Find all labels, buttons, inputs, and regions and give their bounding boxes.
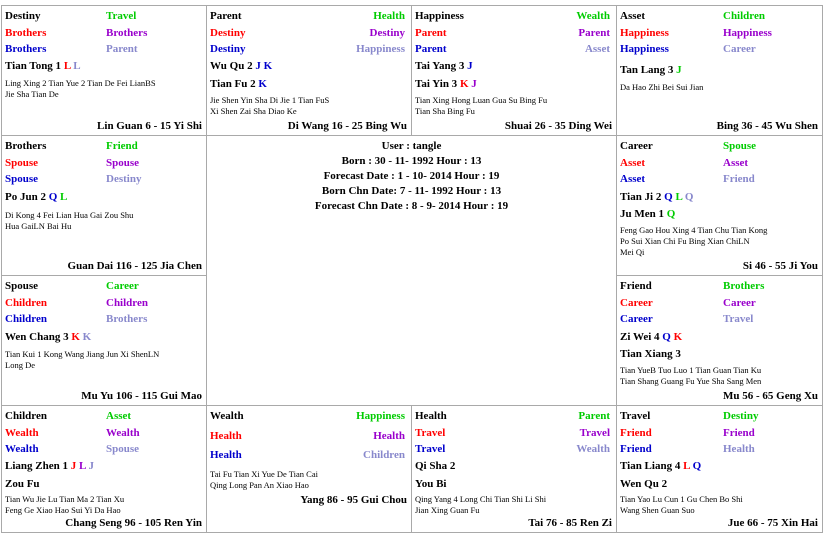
minor-stars-line-3: Mei Qi (620, 247, 645, 257)
palace-day: Asset (584, 43, 610, 55)
center-born: Born : 30 - 11- 1992 Hour : 13 (341, 155, 482, 167)
palace-day: Happiness (356, 43, 405, 55)
center-user: User : tangle (381, 140, 442, 152)
palace-title-alt: Wealth (576, 10, 610, 22)
main-star: Tai Yang 3 J (415, 60, 473, 72)
palace-month: Happiness (620, 43, 669, 55)
palace-brothers (1, 135, 207, 276)
minor-stars-line-2: Jie Sha Tian De (5, 89, 59, 99)
palace-month: Destiny (210, 43, 246, 55)
palace-title: Destiny (5, 10, 41, 22)
palace-decade: Brothers (5, 27, 47, 39)
minor-stars-line-2: Tian Shang Guang Fu Yue Sha Sang Men (620, 376, 762, 386)
palace-footer: Mu 56 - 65 Geng Xu (722, 390, 818, 402)
main-star: Tian Liang 4 L Q (620, 460, 702, 472)
minor-stars-line-1: Jie Shen Yin Sha Di Jie 1 Tian FuS (210, 95, 330, 105)
palace-footer: Mu Yu 106 - 115 Gui Mao (81, 390, 202, 402)
palace-title: Happiness (415, 10, 464, 22)
main-star: Zi Wei 4 Q K (620, 331, 683, 343)
palace-title: Asset (620, 10, 646, 22)
palace-title: Parent (210, 10, 242, 22)
palace-title-alt: Spouse (723, 140, 757, 152)
palace-year: Destiny (369, 27, 405, 39)
main-star: Wen Qu 2 (620, 478, 668, 490)
minor-stars-line-1: Da Hao Zhi Bei Sui Jian (620, 82, 704, 92)
palace-title: Health (415, 410, 447, 422)
main-star: Liang Zhen 1 J L J (5, 460, 94, 472)
palace-destiny (1, 5, 207, 136)
palace-decade: Happiness (620, 27, 669, 39)
main-star: Wen Chang 3 K K (5, 331, 92, 343)
minor-stars-line-2: Xi Shen Zai Sha Diao Ke (210, 106, 297, 116)
palace-decade: Travel (415, 427, 446, 439)
palace-title-alt: Parent (578, 410, 610, 422)
palace-children (1, 405, 207, 533)
palace-footer: Chang Seng 96 - 105 Ren Yin (65, 517, 202, 529)
palace-day: Health (723, 443, 755, 455)
palace-year: Health (373, 430, 405, 442)
palace-title: Career (620, 140, 653, 152)
palace-year: Children (106, 297, 148, 309)
main-star: Ju Men 1 Q (620, 208, 676, 220)
minor-stars-line-2: Tian Sha Bing Fu (415, 106, 475, 116)
palace-footer: Shuai 26 - 35 Ding Wei (504, 120, 612, 132)
minor-stars-line-2: Long De (5, 360, 35, 370)
palace-year: Travel (579, 427, 610, 439)
palace-year: Happiness (723, 27, 772, 39)
palace-career (616, 135, 823, 276)
palace-day: Parent (106, 43, 138, 55)
main-star: Po Jun 2 Q L (5, 191, 68, 203)
palace-year: Wealth (106, 427, 140, 439)
palace-year: Career (723, 297, 756, 309)
palace-decade: Wealth (5, 427, 39, 439)
palace-wealth (206, 405, 412, 533)
main-star: Qi Sha 2 (415, 460, 456, 472)
palace-day: Destiny (106, 173, 142, 185)
palace-footer: Jue 66 - 75 Xin Hai (727, 517, 818, 529)
palace-footer: Yang 86 - 95 Gui Chou (300, 494, 407, 506)
palace-title-alt: Happiness (356, 410, 405, 422)
palace-title: Spouse (5, 280, 39, 292)
palace-title-alt: Brothers (723, 280, 765, 292)
palace-day: Spouse (106, 443, 140, 455)
palace-decade: Asset (620, 157, 646, 169)
minor-stars-line-2: Hua GaiLN Bai Hu (5, 221, 72, 231)
palace-day: Travel (723, 313, 754, 325)
palace-day: Children (363, 449, 405, 461)
palace-month: Wealth (5, 443, 39, 455)
palace-year: Asset (723, 157, 749, 169)
main-star: You Bi (415, 478, 447, 490)
palace-title-alt: Health (373, 10, 405, 22)
palace-health (411, 405, 617, 533)
palace-footer: Lin Guan 6 - 15 Yi Shi (97, 120, 202, 132)
palace-decade: Spouse (5, 157, 39, 169)
main-star: Tan Lang 3 J (620, 64, 682, 76)
minor-stars-line-1: Qing Yang 4 Long Chi Tian Shi Li Shi (415, 494, 547, 504)
palace-month: Friend (620, 443, 652, 455)
palace-month: Children (5, 313, 47, 325)
minor-stars-line-2: Jian Xing Guan Fu (415, 505, 480, 515)
palace-title-alt: Travel (106, 10, 137, 22)
palace-title: Children (5, 410, 47, 422)
palace-decade: Friend (620, 427, 652, 439)
palace-friend (616, 275, 823, 406)
palace-title-alt: Children (723, 10, 765, 22)
palace-month: Asset (620, 173, 646, 185)
palace-title-alt: Destiny (723, 410, 759, 422)
palace-month: Travel (415, 443, 446, 455)
palace-travel (616, 405, 823, 533)
palace-day: Wealth (576, 443, 610, 455)
palace-year: Spouse (106, 157, 140, 169)
palace-day: Friend (723, 173, 755, 185)
minor-stars-line-2: Feng Ge Xiao Hao Sui Yi Da Hao (5, 505, 121, 515)
palace-footer: Di Wang 16 - 25 Bing Wu (287, 120, 407, 132)
palace-title: Friend (620, 280, 652, 292)
palace-asset (616, 5, 823, 136)
main-star: Tian Fu 2 K (210, 78, 267, 90)
center-forecast-date: Forecast Date : 1 - 10- 2014 Hour : 19 (323, 170, 500, 182)
main-star: Tian Xiang 3 (620, 348, 681, 360)
main-star: Zou Fu (5, 478, 40, 490)
palace-decade: Health (210, 430, 242, 442)
palace-year: Parent (578, 27, 610, 39)
palace-day: Career (723, 43, 756, 55)
main-star: Tian Ji 2 Q L Q (620, 191, 694, 203)
palace-month: Parent (415, 43, 447, 55)
palace-month: Spouse (5, 173, 39, 185)
minor-stars-line-2: Po Sui Xian Chi Fu Bing Xian ChiLN (620, 236, 750, 246)
palace-title: Wealth (210, 410, 244, 422)
palace-year: Friend (723, 427, 755, 439)
main-star: Tai Yin 3 K J (415, 78, 477, 90)
palace-footer: Tai 76 - 85 Ren Zi (528, 517, 612, 529)
palace-day: Brothers (106, 313, 148, 325)
palace-decade: Destiny (210, 27, 246, 39)
palace-decade: Children (5, 297, 47, 309)
minor-stars-line-1: Feng Gao Hou Xing 4 Tian Chu Tian Kong (620, 225, 768, 235)
center-born-chn-date: Born Chn Date: 7 - 11- 1992 Hour : 13 (321, 185, 502, 197)
palace-title-alt: Career (106, 280, 139, 292)
minor-stars-line-1: Tian Wu Jie Lu Tian Ma 2 Tian Xu (5, 494, 125, 504)
minor-stars-line-1: Tian Yao Lu Cun 1 Gu Chen Bo Shi (620, 494, 743, 504)
main-star: Wu Qu 2 J K (210, 60, 273, 72)
center-forecast-chn-date: Forecast Chn Date : 8 - 9- 2014 Hour : 19 (314, 200, 509, 212)
palace-spouse (1, 275, 207, 406)
palace-footer: Bing 36 - 45 Wu Shen (716, 120, 818, 132)
minor-stars-line-1: Ling Xing 2 Tian Yue 2 Tian De Fei LianBS (5, 78, 156, 88)
minor-stars-line-1: Tai Fu Tian Xi Yue De Tian Cai (210, 469, 318, 479)
palace-decade: Parent (415, 27, 447, 39)
minor-stars-line-2: Qing Long Pan An Xiao Hao (210, 480, 309, 490)
palace-month: Brothers (5, 43, 47, 55)
palace-month: Health (210, 449, 242, 461)
palace-title: Brothers (5, 140, 47, 152)
palace-title: Travel (620, 410, 651, 422)
destiny-chart (1, 5, 823, 533)
palace-year: Brothers (106, 27, 148, 39)
main-star: Tian Tong 1 L L (5, 60, 81, 72)
palace-decade: Career (620, 297, 653, 309)
palace-happiness (411, 5, 617, 136)
minor-stars-line-2: Wang Shen Guan Suo (620, 505, 695, 515)
palace-footer: Guan Dai 116 - 125 Jia Chen (67, 260, 202, 272)
palace-footer: Si 46 - 55 Ji You (742, 260, 818, 272)
minor-stars-line-1: Tian YueB Tuo Luo 1 Tian Guan Tian Ku (620, 365, 762, 375)
minor-stars-line-1: Di Kong 4 Fei Lian Hua Gai Zou Shu (5, 210, 134, 220)
palace-title-alt: Friend (106, 140, 138, 152)
minor-stars-line-1: Tian Xing Hong Luan Gua Su Bing Fu (415, 95, 548, 105)
palace-month: Career (620, 313, 653, 325)
chart-center-info (206, 135, 617, 406)
palace-parent (206, 5, 412, 136)
minor-stars-line-1: Tian Kui 1 Kong Wang Jiang Jun Xi ShenLN (5, 349, 160, 359)
palace-title-alt: Asset (106, 410, 132, 422)
